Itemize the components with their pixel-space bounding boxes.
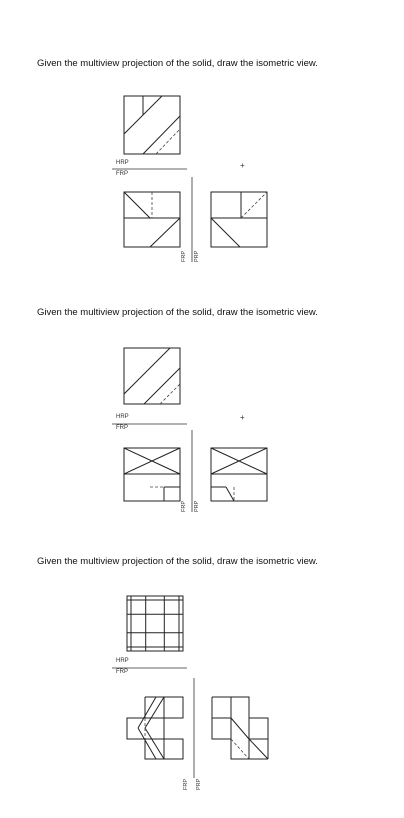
problem-2-vprp-label: PRP [194,500,200,512]
problem-3-side-view [212,697,268,759]
problem-1-vfrp-label: FRP [181,251,187,262]
problem-1-hrp-label: HRP [116,160,129,166]
problem-3-vfrp-label: FRP [183,779,189,790]
problem-2-marker: + [240,413,245,422]
problem-3-frp-label: FRP [116,669,128,675]
problem-2-hrp-label: HRP [116,414,129,420]
problem-3-front-view [127,697,183,759]
problem-3-vprp-label: PRP [196,778,202,790]
problem-1-marker: + [240,161,245,170]
problem-2-instruction: Given the multiview projection of the solid, draw the isometric view. [37,307,318,318]
problem-1-vprp-label: PRP [194,250,200,262]
problem-2-vfrp-label: FRP [181,501,187,512]
problem-2-frp-label: FRP [116,425,128,431]
problem-3-hrp-label: HRP [116,658,129,664]
problem-3-instruction: Given the multiview projection of the solid, draw the isometric view. [37,556,318,567]
problem-1-instruction: Given the multiview projection of the solid, draw the isometric view. [37,58,318,69]
problem-1-frp-label: FRP [116,171,128,177]
problem-3-top-view [127,596,183,651]
